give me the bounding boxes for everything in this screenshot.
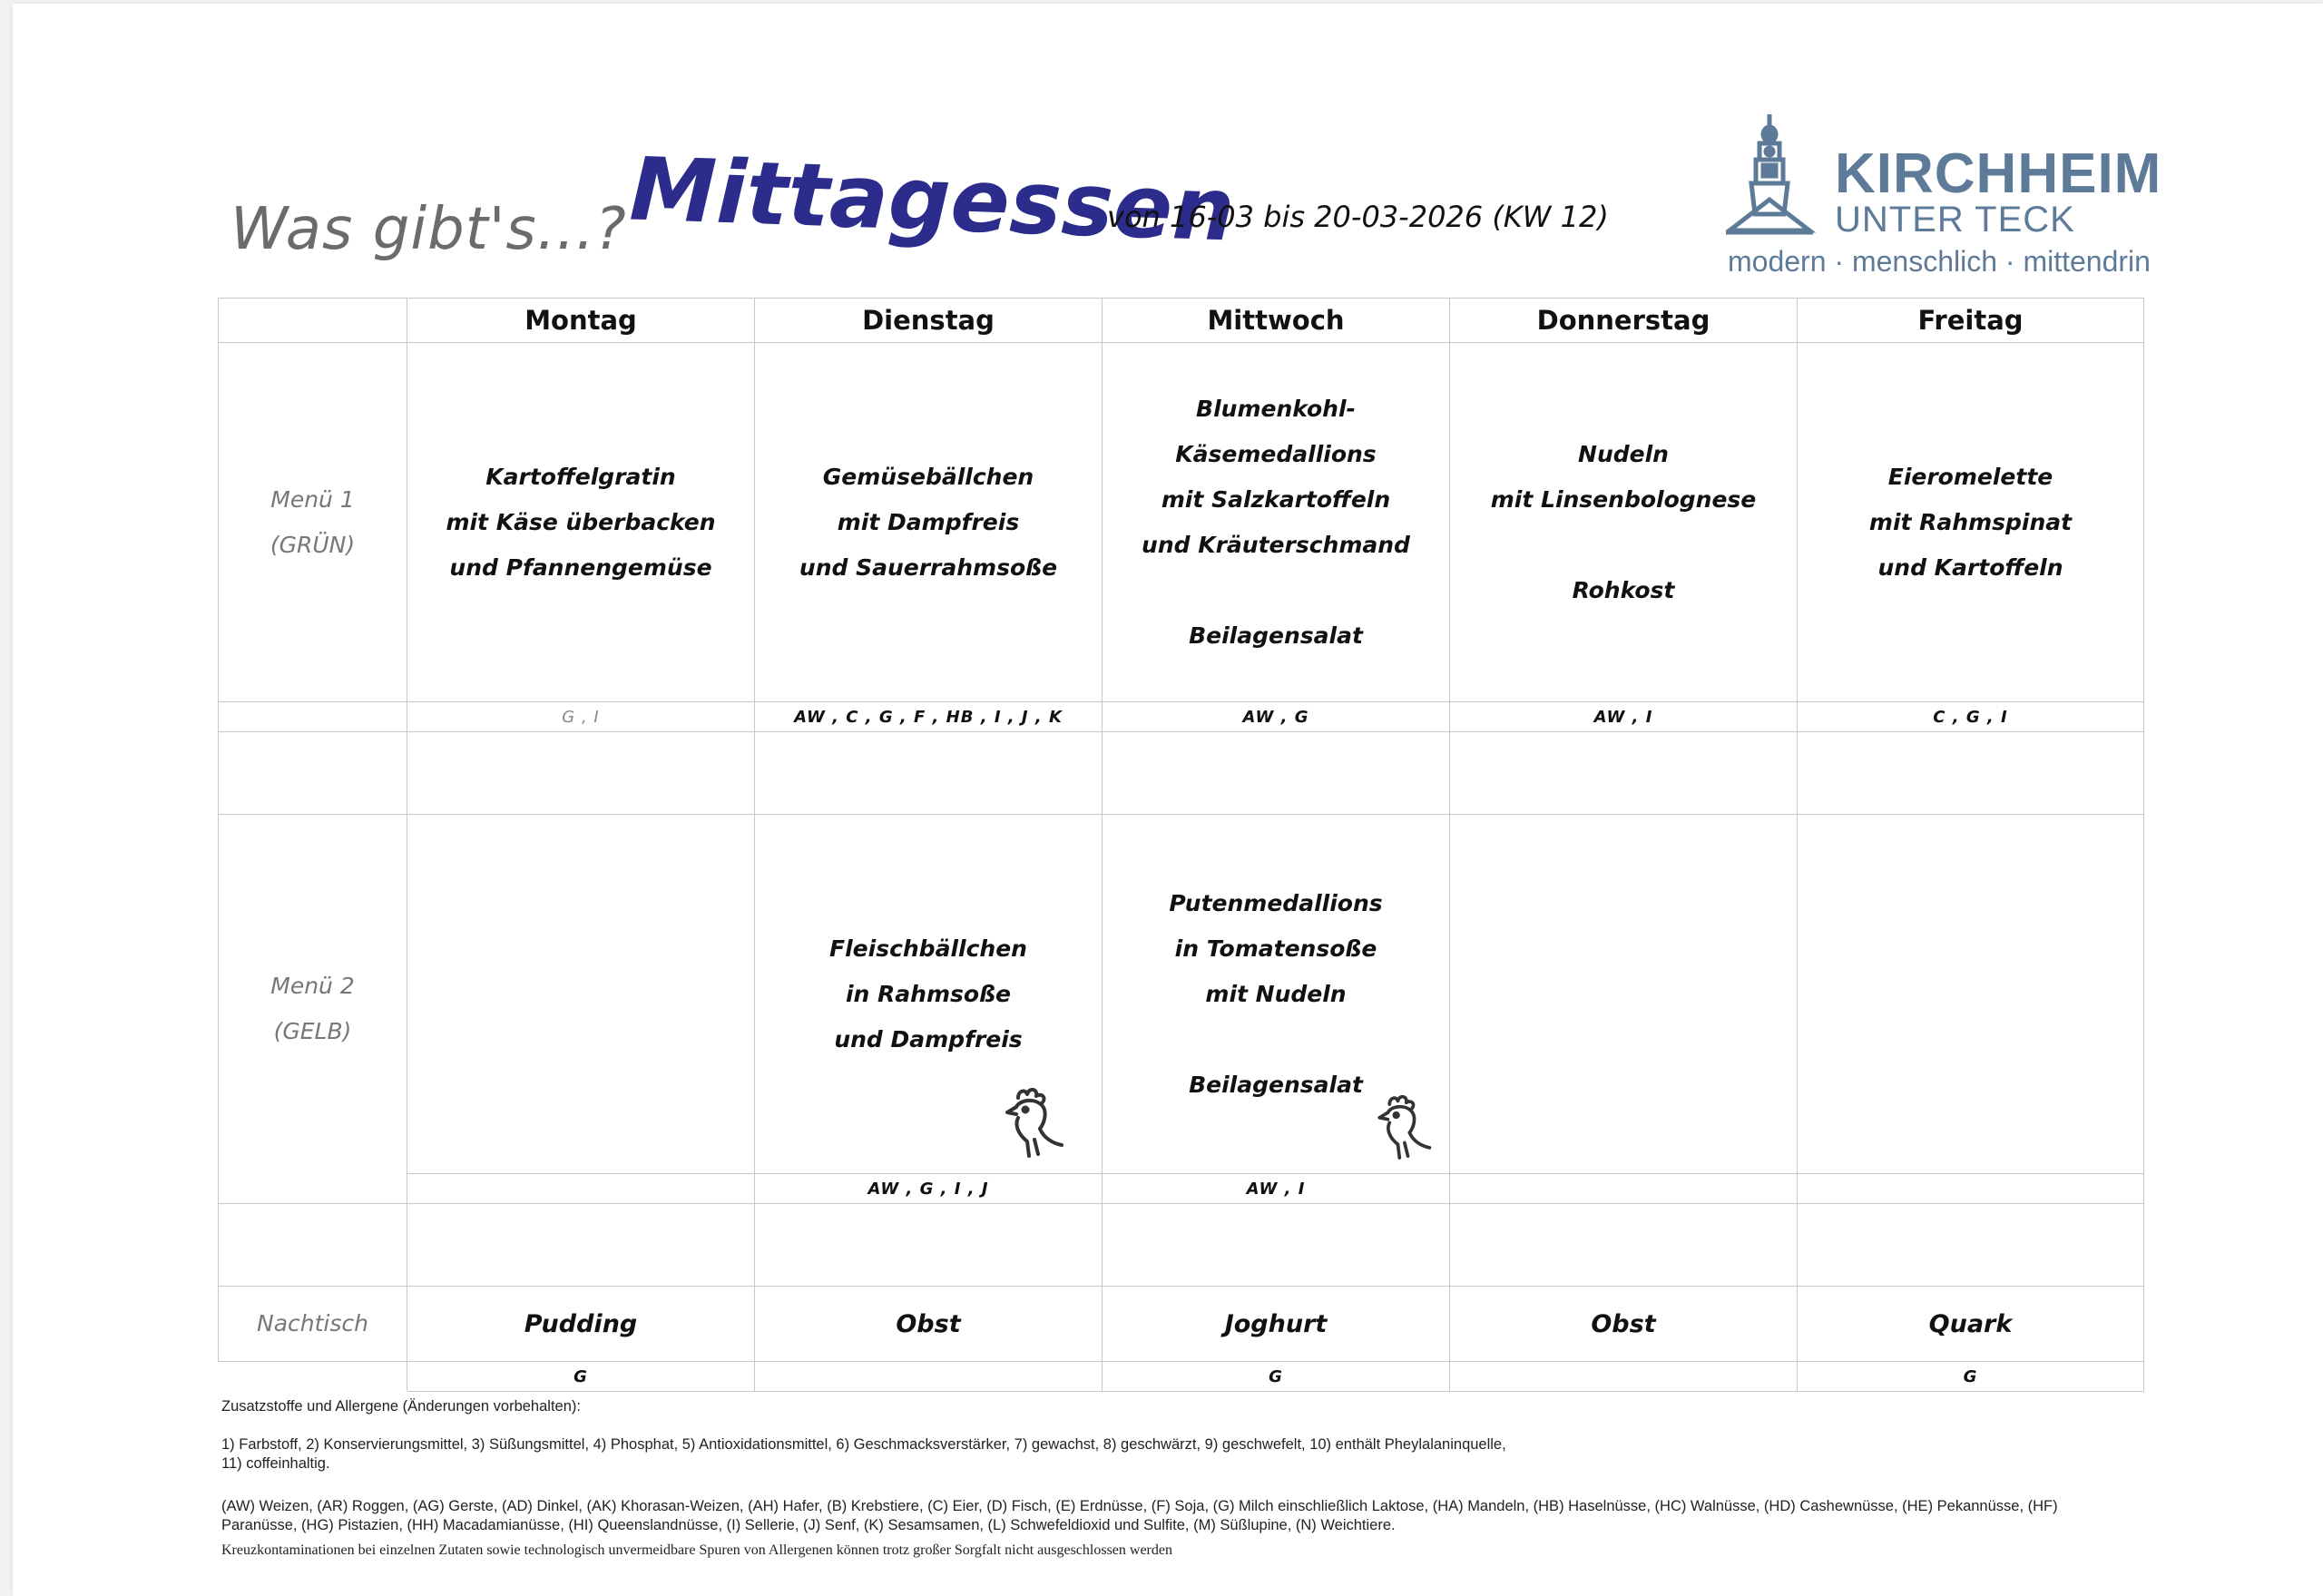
- allergen-cell: G: [407, 1362, 755, 1392]
- allergen-cell: [1450, 1174, 1798, 1204]
- menu1-label: [219, 343, 407, 702]
- day-header: Mittwoch: [1103, 299, 1450, 343]
- chicken-icon: [998, 1085, 1067, 1158]
- allergen-cell: AW , G: [1103, 702, 1450, 732]
- menu-table: [218, 298, 2144, 1392]
- menu2-label: [219, 815, 407, 1204]
- dish-cell: [407, 343, 755, 702]
- dish-line: mit Salzkartoffeln: [1161, 485, 1391, 513]
- dish-line: mit Käse überbacken: [446, 508, 716, 535]
- corner-cell: [219, 299, 407, 343]
- dish-line: mit Rahmspinat: [1868, 508, 2073, 535]
- dish-line: und Sauerrahmsoße: [799, 553, 1058, 581]
- header-row: [219, 299, 2144, 343]
- dish-line: mit Nudeln: [1205, 980, 1347, 1007]
- allergens-line: (AW) Weizen, (AR) Roggen, (AG) Gerste, (AD) Dinkel, (AK) Khorasan-Weizen, (AH) Hafer, (B) Krebstiere, (C) Eier, (D) Fisch, (E) Erdnüsse, (F) Soja, (G) Milch einschließlich Laktose, (HA) Mandeln, (HB) Haselnüsse, (HC) Walnüsse, (HD) Cashewnüsse, (HE) Pekannüsse, (HF): [221, 1498, 2058, 1514]
- menu-color: (GRÜN): [270, 531, 356, 558]
- footer-disclaimer: Kreuzkontaminationen bei einzelnen Zutaten sowie technologisch unvermeidbare Spuren von Allergenen können trotz großer Sorgfalt nicht ausgeschlossen werden: [221, 1542, 1172, 1558]
- allergen-cell: AW , I: [1103, 1174, 1450, 1204]
- menu2-allergen-row: [219, 1174, 2144, 1204]
- dish-cell: [407, 815, 755, 1174]
- dessert-cell: Joghurt: [1103, 1287, 1450, 1362]
- dish-line: Kartoffelgratin: [485, 463, 676, 490]
- dish-line: und Pfannengemüse: [449, 553, 712, 581]
- allergen-cell: [407, 1174, 755, 1204]
- dessert-allergen-row: [219, 1362, 2144, 1392]
- dish-cell: [755, 343, 1103, 702]
- dish-line: und Dampfreis: [834, 1025, 1023, 1053]
- chicken-icon: [1371, 1092, 1435, 1160]
- allergen-cell: AW , I: [1450, 702, 1798, 732]
- dish-cell: [1450, 343, 1798, 702]
- menu-color: (GELB): [273, 1018, 352, 1044]
- day-header: Montag: [407, 299, 755, 343]
- allergen-cell: G , I: [407, 702, 755, 732]
- spacer-row: [219, 732, 2144, 815]
- menu2-row: [219, 815, 2144, 1174]
- allergen-cell: [1798, 1174, 2144, 1204]
- dish-cell: [755, 815, 1103, 1174]
- dish-line: und Kräuterschmand: [1142, 531, 1410, 558]
- dish-line: Rohkost: [1572, 576, 1675, 603]
- day-header: Dienstag: [755, 299, 1103, 343]
- additives-line: 1) Farbstoff, 2) Konservierungsmittel, 3) Süßungsmittel, 4) Phosphat, 5) Antioxidationsmittel, 6) Geschmacksverstärker, 7) gewachst, 8) geschwärzt, 9) geschwefelt, 10) enthält Pheylalaninquelle,: [221, 1436, 1506, 1453]
- allergen-cell: G: [1798, 1362, 2144, 1392]
- menu1-allergen-row: [219, 702, 2144, 732]
- menu-sheet: [13, 4, 2323, 1596]
- dish-line: Nudeln: [1578, 440, 1669, 467]
- dish-line: Beilagensalat: [1189, 622, 1363, 649]
- allergen-cell: AW , G , I , J: [755, 1174, 1103, 1204]
- menu-label: Menü 2: [270, 973, 355, 999]
- logo-subtitle: UNTER TECK: [1835, 200, 2075, 240]
- city-logo: [1726, 113, 2162, 285]
- church-tower-icon: [1726, 113, 1826, 240]
- dessert-label: Nachtisch: [219, 1287, 407, 1362]
- allergen-cell: [1450, 1362, 1798, 1392]
- dish-cell: [1450, 815, 1798, 1174]
- allergen-cell: G: [1103, 1362, 1450, 1392]
- allergen-cell: C , G , I: [1798, 702, 2144, 732]
- spacer-row: [219, 1204, 2144, 1287]
- footer-additives: [221, 1435, 2145, 1474]
- dish-line: mit Linsenbolognese: [1490, 485, 1757, 513]
- dessert-cell: Obst: [1450, 1287, 1798, 1362]
- dessert-cell: Obst: [755, 1287, 1103, 1362]
- header-prefix: Was gibt's...?: [230, 196, 627, 263]
- dish-cell: [1103, 343, 1450, 702]
- allergen-cell: [755, 1362, 1103, 1392]
- dessert-cell: Quark: [1798, 1287, 2144, 1362]
- menu1-row: [219, 343, 2144, 702]
- dish-line: Blumenkohl-Käsemedallions: [1175, 395, 1377, 467]
- day-header: Donnerstag: [1450, 299, 1798, 343]
- logo-tagline: modern · menschlich · mittendrin: [1728, 245, 2151, 278]
- dish-cell: [1798, 815, 2144, 1174]
- dish-cell: [1798, 343, 2144, 702]
- dish-line: Fleischbällchen: [829, 935, 1027, 962]
- dessert-row: [219, 1287, 2144, 1362]
- footer-heading: Zusatzstoffe und Allergene (Änderungen vorbehalten):: [221, 1398, 581, 1415]
- dish-line: Gemüsebällchen: [822, 463, 1034, 490]
- dish-line: Putenmedallions: [1169, 889, 1383, 916]
- dish-cell: [1103, 815, 1450, 1174]
- allergens-line: Paranüsse, (HG) Pistazien, (HH) Macadamianüsse, (HI) Queenslandnüsse, (I) Sellerie, (J) Senf, (K) Sesamsamen, (L) Schwefeldioxid und Sulfite, (M) Süßlupine, (N) Weichtiere.: [221, 1517, 1396, 1533]
- dish-line: Eieromelette: [1887, 463, 2053, 490]
- dessert-cell: Pudding: [407, 1287, 755, 1362]
- day-header: Freitag: [1798, 299, 2144, 343]
- dish-line: und Kartoffeln: [1877, 553, 2063, 581]
- menu-label: Menü 1: [270, 485, 355, 513]
- footer-allergens: [221, 1497, 2145, 1535]
- dish-line: Beilagensalat: [1189, 1071, 1363, 1098]
- dish-line: in Rahmsoße: [845, 980, 1012, 1007]
- week-range: von 16-03 bis 20-03-2026 (KW 12): [1107, 200, 1609, 234]
- dish-line: in Tomatensoße: [1174, 935, 1377, 962]
- dish-line: mit Dampfreis: [837, 508, 1020, 535]
- logo-title: KIRCHHEIM: [1835, 142, 2162, 205]
- additives-line: 11) coffeinhaltig.: [221, 1455, 330, 1472]
- allergen-cell: AW , C , G , F , HB , I , J , K: [755, 702, 1103, 732]
- page-title: Mittagessen: [628, 138, 1237, 261]
